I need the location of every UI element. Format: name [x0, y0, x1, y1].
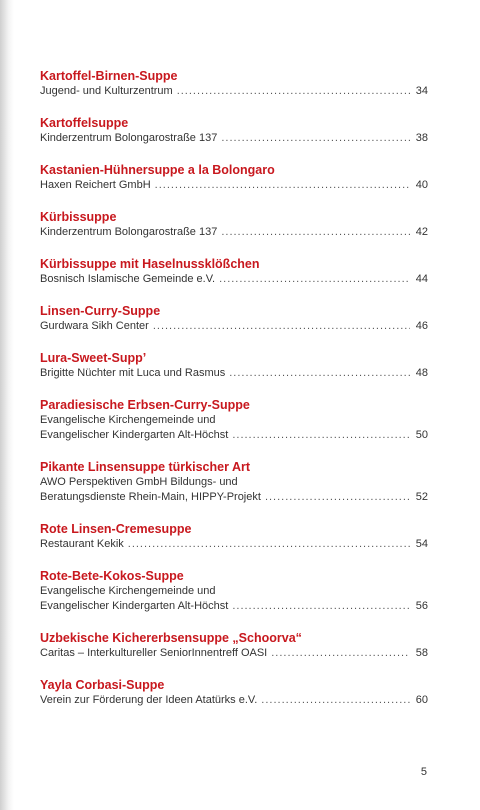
page-reference: 52 [415, 491, 428, 503]
dot-leader [221, 131, 409, 146]
dot-leader [219, 272, 410, 287]
recipe-title: Kürbissuppe [40, 210, 117, 224]
contributor-line [40, 693, 428, 708]
dot-leader [177, 84, 410, 99]
contributor-line [40, 131, 428, 146]
recipe-title: Kartoffelsuppe [40, 116, 129, 130]
page-reference: 42 [415, 226, 428, 238]
dot-leader [232, 599, 409, 614]
toc-entry [40, 162, 428, 193]
contributor-line [40, 490, 428, 505]
toc-entry [40, 568, 428, 614]
contributor-line [40, 599, 428, 614]
contributor-line [40, 225, 428, 240]
page-reference: 58 [415, 647, 428, 659]
contributor-line: Evangelische Kirchengemeinde und [40, 414, 216, 426]
contributor-line [40, 428, 428, 443]
contributor-line: AWO Perspektiven GmbH Bildungs- und [40, 476, 238, 488]
recipe-title: Paradiesische Erbsen-Curry-Suppe [40, 398, 250, 412]
toc-entry [40, 397, 428, 443]
contributor-text: Kinderzentrum Bolongarostraße 137 [40, 226, 218, 238]
dot-leader [155, 178, 410, 193]
contributor-line [40, 84, 428, 99]
toc-entry [40, 459, 428, 505]
contributor-text: Jugend- und Kulturzentrum [40, 85, 173, 97]
recipe-title: Rote Linsen-Cremesuppe [40, 522, 192, 536]
dot-leader [221, 225, 409, 240]
recipe-title: Kastanien-Hühnersuppe a la Bolongaro [40, 163, 275, 177]
page-number: 5 [420, 766, 427, 778]
dot-leader [153, 319, 410, 334]
recipe-title: Linsen-Curry-Suppe [40, 304, 161, 318]
contributor-text: Beratungsdienste Rhein-Main, HIPPY-Projekt [40, 491, 261, 503]
contributor-text: Verein zur Förderung der Ideen Atatürks e.V. [40, 694, 258, 706]
page-reference: 38 [415, 132, 428, 144]
page-reference: 60 [415, 694, 428, 706]
contributor-line [40, 319, 428, 334]
contributor-text: Brigitte Nüchter mit Luca und Rasmus [40, 367, 226, 379]
dot-leader [229, 366, 410, 381]
dot-leader [128, 537, 410, 552]
toc-entry [40, 115, 428, 146]
page-reference: 50 [415, 429, 428, 441]
page-reference: 54 [415, 538, 428, 550]
page-gutter-shadow [0, 0, 14, 810]
toc-entry [40, 68, 428, 99]
contributor-text: Gurdwara Sikh Center [40, 320, 149, 332]
recipe-title: Uzbekische Kichererbsensuppe „Schoorva“ [40, 631, 302, 645]
contributor-line [40, 272, 428, 287]
contributor-line [40, 646, 428, 661]
toc-entry [40, 256, 428, 287]
page-reference: 40 [415, 179, 428, 191]
toc-entry [40, 209, 428, 240]
recipe-title: Yayla Corbasi-Suppe [40, 678, 165, 692]
contributor-text: Caritas – Interkultureller SeniorInnentreff OASI [40, 647, 268, 659]
toc-entry [40, 521, 428, 552]
contributor-text: Evangelischer Kindergarten Alt-Höchst [40, 429, 229, 441]
recipe-title: Rote-Bete-Kokos-Suppe [40, 569, 184, 583]
dot-leader [265, 490, 410, 505]
contributor-text: Bosnisch Islamische Gemeinde e.V. [40, 273, 216, 285]
contributor-text: Restaurant Kekik [40, 538, 124, 550]
dot-leader [232, 428, 409, 443]
contributor-text: Evangelischer Kindergarten Alt-Höchst [40, 600, 229, 612]
page-reference: 44 [415, 273, 428, 285]
table-of-contents [40, 68, 428, 724]
page-reference: 46 [415, 320, 428, 332]
toc-entry [40, 303, 428, 334]
page-reference: 34 [415, 85, 428, 97]
recipe-title: Kartoffel-Birnen-Suppe [40, 69, 178, 83]
toc-entry [40, 677, 428, 708]
recipe-title: Lura-Sweet-Supp’ [40, 351, 147, 365]
contributor-text: Haxen Reichert GmbH [40, 179, 151, 191]
toc-entry [40, 350, 428, 381]
contributor-line [40, 178, 428, 193]
dot-leader [261, 693, 409, 708]
dot-leader [271, 646, 410, 661]
contributor-text: Kinderzentrum Bolongarostraße 137 [40, 132, 218, 144]
contributor-line [40, 366, 428, 381]
page-reference: 48 [415, 367, 428, 379]
contributor-line [40, 537, 428, 552]
page-reference: 56 [415, 600, 428, 612]
recipe-title: Kürbissuppe mit Haselnussklößchen [40, 257, 260, 271]
recipe-title: Pikante Linsensuppe türkischer Art [40, 460, 251, 474]
toc-entry [40, 630, 428, 661]
contributor-line: Evangelische Kirchengemeinde und [40, 585, 216, 597]
